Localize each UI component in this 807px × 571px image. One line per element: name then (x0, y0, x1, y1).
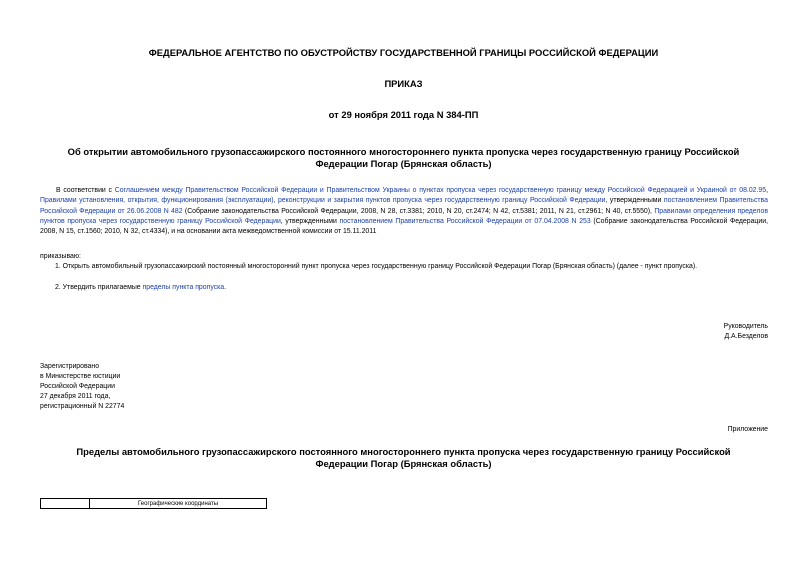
preamble-text-6: (Собрание законодательства Российской Федерации, 2008, N 15, ст.1560; 2010, N 32, ст.4334), и на основании акта межведомственной комиссии от 15.11.2011 (40, 217, 768, 236)
order-date-number: от 29 ноября 2011 года N 384-ПП (328, 109, 479, 120)
rules-establishment-link[interactable]: Правилами установления, открытия, функционирования (эксплуатации), реконструкции и закрытия пунктов пропуска через государственную границу Российской Федерации (40, 197, 606, 205)
order-word: приказываю: (40, 253, 81, 260)
resolution-482-link[interactable]: постановлением Правительства Российской Федерации от 26.06.2008 N 482 (40, 197, 768, 215)
order-item-2 (55, 283, 226, 293)
order-item-2-prefix: 2. Утвердить прилагаемые (55, 284, 143, 291)
registration-line-5: регистрационный N 22774 (40, 403, 125, 410)
rules-limits-link[interactable]: Правилами определения пределов пунктов пропуска через государственную границу Российской Федерации (40, 207, 768, 225)
resolution-253-link[interactable]: постановлением Правительства Российской Федерации от 07.04.2008 N 253 (339, 217, 591, 225)
order-item-1: 1. Открыть автомобильный грузопассажирский постоянный многосторонний пункт пропуска через государственную границу Российской Федерации Погар (Брянская область) (далее - пункт пропуска). (55, 263, 698, 270)
preamble-paragraph (40, 186, 768, 237)
registration-line-2: в Министерстве юстиции (40, 373, 121, 380)
signature-name: Д.А.Безделов (724, 333, 768, 340)
appendix-title: Пределы автомобильного грузопассажирского постоянного многостороннего пункта пропуска через государственную границу Российской Федерации Погар (Брянская область) (76, 446, 731, 469)
appendix-label: Приложение (727, 426, 768, 433)
checkpoint-limits-link[interactable]: пределы пункта пропуска (142, 284, 225, 291)
order-item-2-suffix: . (224, 284, 227, 291)
registration-block (40, 362, 124, 412)
table-header-row (41, 499, 267, 509)
order-title: Об открытии автомобильного грузопассажирского постоянного многостороннего пункта пропуска через государственную границу Российской Федерации Погар (Брянская область) (67, 146, 740, 169)
document-type: ПРИКАЗ (384, 78, 423, 89)
signature-position: Руководитель (723, 323, 768, 330)
preamble-text-3: , утвержденными (605, 197, 664, 205)
signature-block (724, 322, 768, 342)
registration-line-1: Зарегистрировано (40, 363, 100, 370)
coordinates-header: Географические координаты (90, 499, 267, 509)
coordinates-table (40, 498, 267, 509)
preamble-text-4: (Собрание законодательства Российской Федерации, 2008, N 28, ст.3381; 2010, N 20, ст.2474; N 42, ст.5381; 2011, N 21, ст.2961; N 40, ст.5550), (182, 207, 655, 215)
preamble-text-2: , (766, 187, 768, 194)
registration-line-4: 27 декабря 2011 года, (40, 393, 111, 400)
preamble-text-1: В соответствии с (56, 187, 115, 194)
preamble-text-5: , утвержденными (280, 217, 340, 225)
agency-name: ФЕДЕРАЛЬНОЕ АГЕНТСТВО ПО ОБУСТРОЙСТВУ ГОСУДАРСТВЕННОЙ ГРАНИЦЫ РОССИЙСКОЙ ФЕДЕРАЦИИ (148, 47, 659, 58)
table-cell-empty (41, 499, 90, 509)
registration-line-3: Российской Федерации (40, 383, 115, 390)
agreement-link[interactable]: Соглашением между Правительством Российской Федерации и Правительством Украины о пунктах пропуска через государственную границу между Российской Федерацией и Украиной от 08.02.95 (114, 187, 767, 194)
